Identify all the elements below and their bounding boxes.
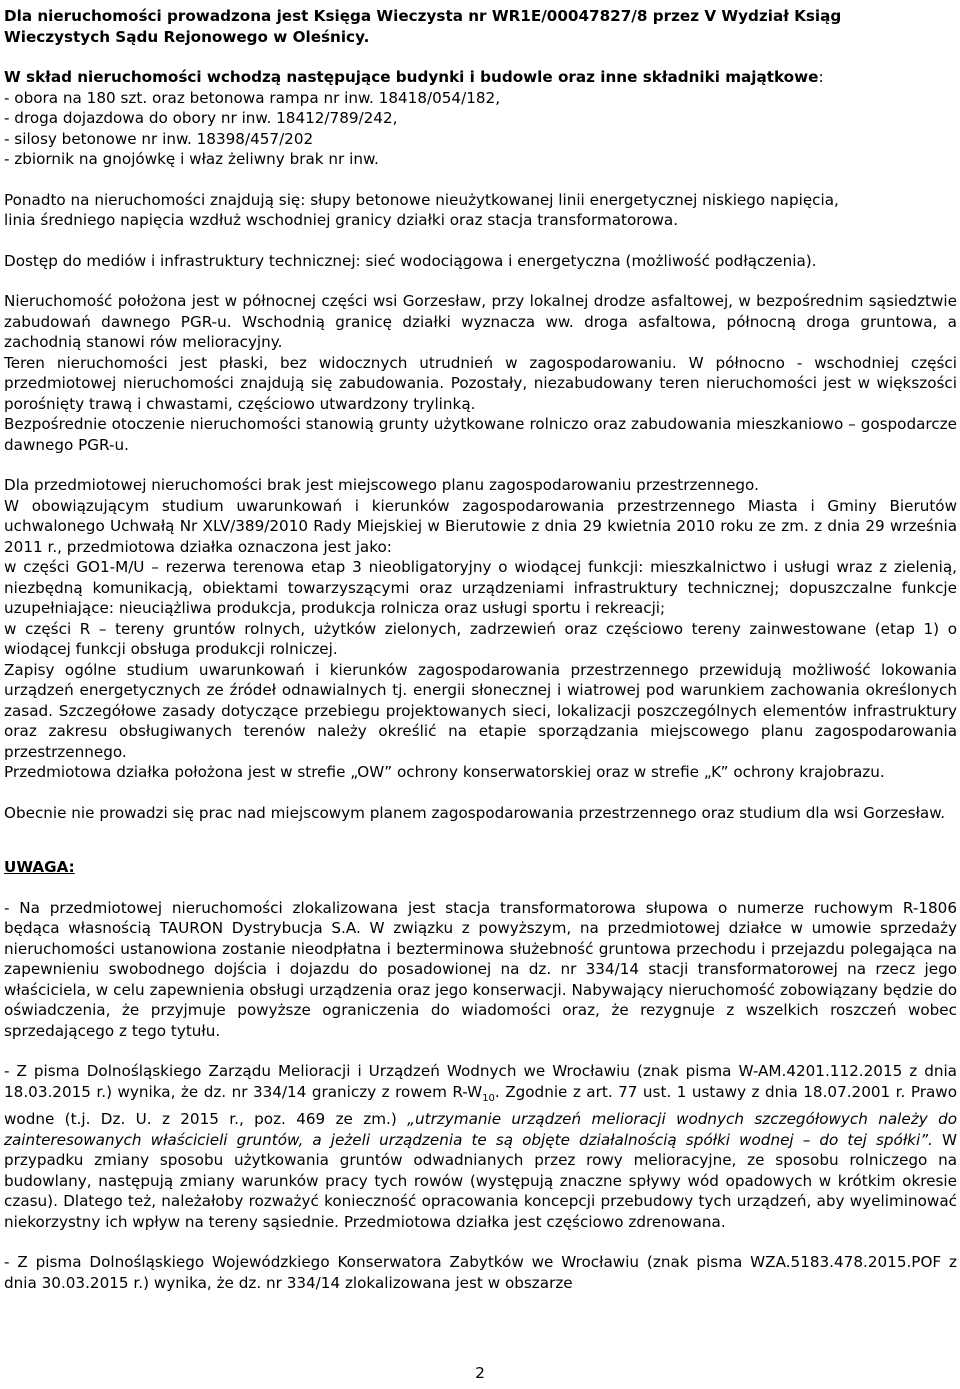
uwaga-melioration-text-c: W przypadku zmiany sposobu użytkowania gruntów odwadnianych przez rowy melioracyjne, ze sposobu rolniczego na budowlany, następują zmiany warunków pracy tych rowów (występują znaczne spływy wód opadowych w krótkim okresie czasu). Dlatego też, należałoby rozważyć konieczność opracowania koncepcji przebudowy tych urządzeń, aby wyeliminować niekorzystny ich wpływ na tereny sąsiednie. Przedmiotowa działka jest częściowo zdrenowana. <box>4 1130 957 1231</box>
header-line-2: Wieczystych Sądu Rejonowego w Oleśnicy. <box>4 27 370 46</box>
uwaga-melioration-subscript: 10 <box>482 1092 495 1104</box>
uwaga-melioration-quote: „utrzymanie urządzeń melioracji wodnych szczegółowych należy do zainteresowanych właścicieli gruntów, a jeżeli urządzenia te są objęte działalnością spółki wodnej – do tej spółki”. <box>4 1110 957 1149</box>
paragraph-zone-go1: w części GO1-M/U – rezerwa terenowa etap 3 nieobligatoryjny o wiodącej funkcji: mieszkalnictwo i usługi wraz z zielenią, niezbędną komunikacją, obiektami towarzyszącymi oraz urządzeniami infrastruktury technicznej; dopuszczalne funkcje uzupełniające: nieuciążliwa produkcja, produkcja rolnicza oraz usługi sportu i rekreacji; <box>4 558 957 617</box>
spacer <box>4 455 957 475</box>
header-line-1: Dla nieruchomości prowadzona jest Księga Wieczysta nr WR1E/00047827/8 przez V Wydział Ksiąg <box>4 7 842 25</box>
spacer <box>4 231 957 251</box>
building-item: - silosy betonowe nr inw. 18398/457/202 <box>4 129 314 148</box>
paragraph-utilities: Dostęp do mediów i infrastruktury technicznej: sieć wodociągowa i energetyczna (możliwość podłączenia). <box>4 251 817 270</box>
spacer <box>4 1041 957 1061</box>
paragraph-terrain: Teren nieruchomości jest płaski, bez widocznych utrudnień w zagospodarowaniu. W północno - wschodniej części przedmiotowej nieruchomości znajdują się zabudowania. Pozostały, niezabudowany teren nieruchomości jest w większości porośnięty trawą i chwastami, częściowo utwardzony trylinką. <box>4 353 957 413</box>
paragraph-current-work: Obecnie nie prowadzi się prac nad miejscowym planem zagospodarowania przestrzennego oraz studium dla wsi Gorzesław. <box>4 803 946 822</box>
paragraph-other-structures-1: Ponadto na nieruchomości znajdują się: słupy betonowe nieużytkowanej linii energetycznej niskiego napięcia, <box>4 190 839 209</box>
paragraph-no-plan: Dla przedmiotowej nieruchomości brak jest miejscowego planu zagospodarowaniu przestrzennego. <box>4 476 759 494</box>
paragraph-energy: Zapisy ogólne studium uwarunkowań i kierunków zagospodarowania przestrzennego przewidują możliwość lokowania urządzeń energetycznych ze źródeł odnawialnych tj. energii słonecznej i wiatrowej pod warunkiem zachowania określonych zasad. Szczegółowe zasady dotyczące przebiegu projektowanych sieci, lokalizacji poszczególnych elementów infrastruktury oraz zakresu obsługiwanych terenów należy określić na etapie sporządzania miejscowego planu zagospodarowania przestrzennego. <box>4 660 957 761</box>
uwaga-transformer-station: - Na przedmiotowej nieruchomości zlokalizowana jest stacja transformatorowa słupowa o numerze ruchowym R-1806 będąca własnością TAURON Dystrybucja S.A. W związku z powyższym, na przedmiotowej działce w umowie sprzedaży nieruchomości ustanowiona zostanie nieodpłatna i bezterminowa służebność gruntowa przechodu i przejazdu polegająca na zapewnieniu swobodnego dojścia i dojazdu do posadowionej na dz. nr 334/14 stacji transformatorowej na rzecz jego właściciela, w celu zapewnienia obsługi urządzenia oraz jego konserwacji. Nabywający nieruchomość zobowiązany będzie do oświadczenia, że przyjmuje powyższe ograniczenia do wiadomości oraz, że rezygnuje z wszelkich roszczeń wobec sprzedającego z tego tytułu. <box>4 898 957 1040</box>
buildings-intro <box>4 67 957 88</box>
spacer <box>4 823 957 857</box>
spacer <box>4 1232 957 1252</box>
uwaga-melioration-text-a: - Z pisma Dolnośląskiego Zarządu Melioracji i Urządzeń Wodnych we Wrocławiu (znak pisma W-AM.4201.112.2015 z dnia 18.03.2015 r.) wynika, że dz. nr 334/14 graniczy z rowem R-W <box>4 1062 957 1101</box>
spacer <box>4 170 957 190</box>
uwaga-conservator: - Z pisma Dolnośląskiego Wojewódzkiego Konserwatora Zabytków we Wrocławiu (znak pisma WZA.5183.478.2015.POF z dnia 30.03.2015 r.) wynika, że dz. nr 334/14 zlokalizowana jest w obszarze <box>4 1253 957 1292</box>
building-item: - zbiornik na gnojówkę i właz żeliwny brak nr inw. <box>4 150 379 168</box>
spacer <box>4 47 957 67</box>
paragraph-surroundings: Bezpośrednie otoczenie nieruchomości stanowią grunty użytkowane rolniczo oraz zabudowania mieszkaniowo – gospodarcze dawnego PGR-u. <box>4 415 957 454</box>
paragraph-other-structures-2: linia średniego napięcia wzdłuż wschodniej granicy działki oraz stacja transformatorowa. <box>4 211 679 229</box>
spacer <box>4 878 957 898</box>
building-item: - droga dojazdowa do obory nr inw. 18412/789/242, <box>4 109 398 127</box>
building-item: - obora na 180 szt. oraz betonowa rampa nr inw. 18418/054/182, <box>4 88 501 107</box>
spacer <box>4 271 957 291</box>
buildings-intro-colon: : <box>818 68 824 86</box>
uwaga-melioration-text-b: . Zgodnie z art. 77 ust. 1 ustawy z dnia 18.07.2001 r. Prawo wodne (t.j. Dz. U. z 2015 r., poz. 469 ze zm.) <box>4 1082 957 1129</box>
document-page <box>4 6 957 1293</box>
page-number: 2 <box>475 1364 485 1382</box>
paragraph-study: W obowiązującym studium uwarunkowań i kierunków zagospodarowania przestrzennego Miasta i Gminy Bierutów uchwalonego Uchwałą Nr XLV/389/2010 Rady Miejskiej w Bierutowie z dnia 29 kwietnia 2010 roku ze zm. z dnia 29 września 2011 r., przedmiotowa działka oznaczona jest jako: <box>4 496 957 556</box>
buildings-intro-text: W skład nieruchomości wchodzą następujące budynki i budowle oraz inne składniki majątkowe <box>4 68 819 86</box>
paragraph-zone-r: w części R – tereny gruntów rolnych, użytków zielonych, zadrzewień oraz częściowo tereny zainwestowane (etap 1) o wiodącej funkcji obsługa produkcji rolniczej. <box>4 619 957 658</box>
paragraph-location: Nieruchomość położona jest w północnej części wsi Gorzesław, przy lokalnej drodze asfaltowej, w bezpośrednim sąsiedztwie zabudowań dawnego PGR-u. Wschodnią granicę działki wyznacza ww. droga asfaltowa, północną droga gruntowa, a zachodnią stanowi rów melioracyjny. <box>4 292 957 351</box>
spacer <box>4 783 957 803</box>
uwaga-heading: UWAGA: <box>4 858 75 876</box>
paragraph-protection-zones: Przedmiotowa działka położona jest w strefie „OW” ochrony konserwatorskiej oraz w strefie „K” ochrony krajobrazu. <box>4 763 885 781</box>
uwaga-melioration <box>4 1061 957 1232</box>
